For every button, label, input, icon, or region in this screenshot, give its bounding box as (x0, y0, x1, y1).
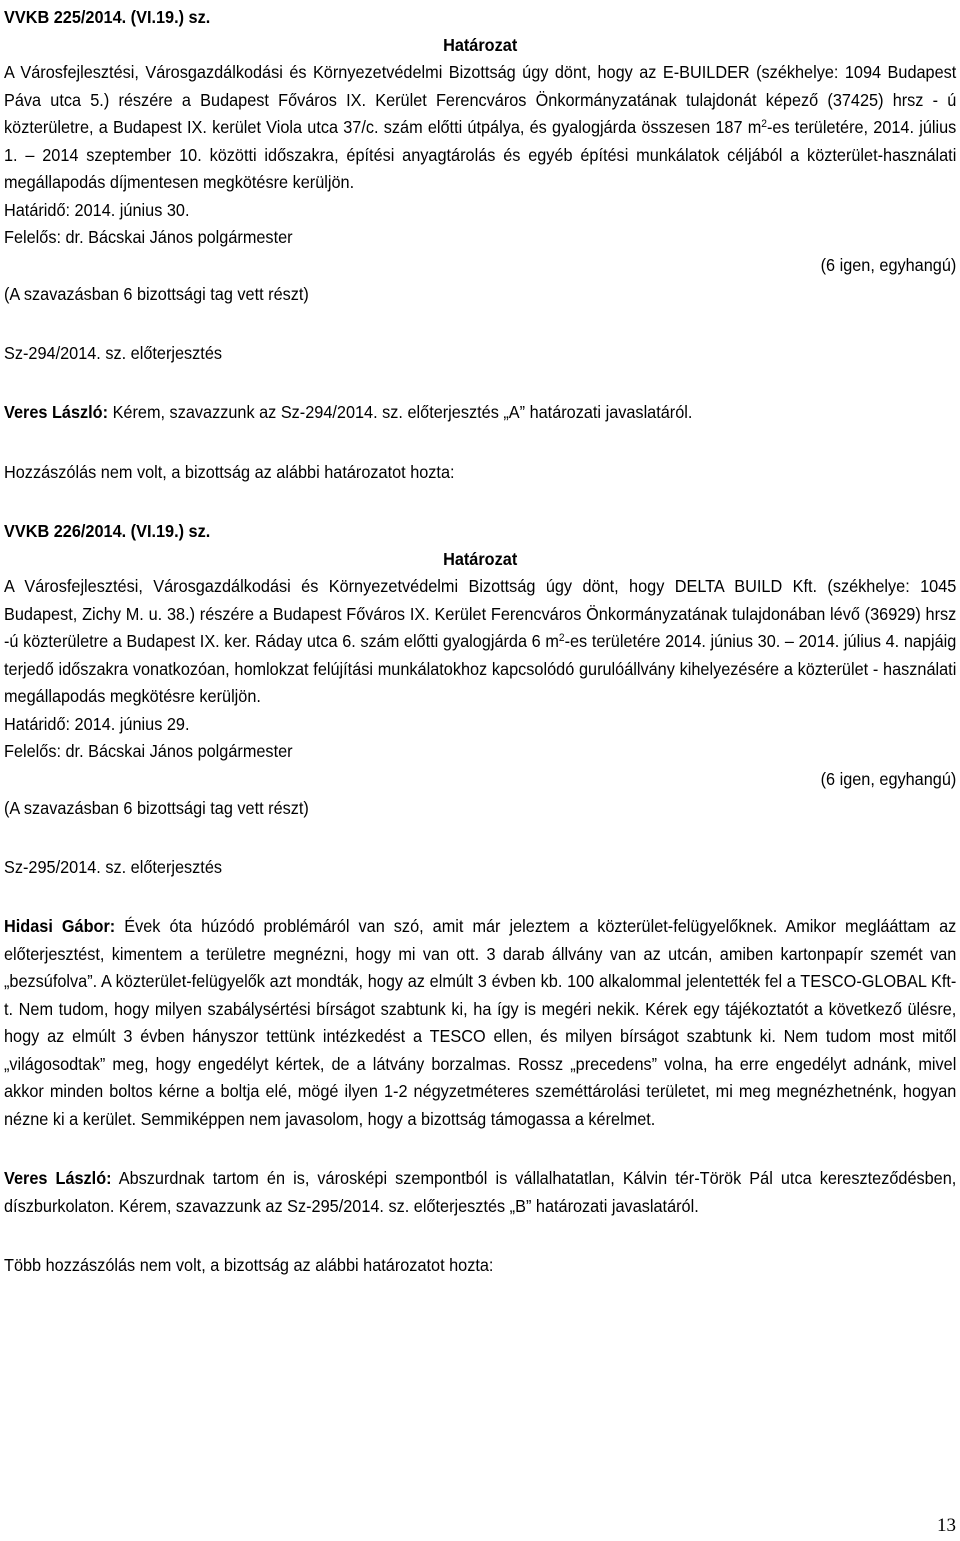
resolution-body-part-a: A Városfejlesztési, Városgazdálkodási és Környezetvédelmi Bizottság úgy dönt, hogy az E-BUILDER (székhelye: 1094 Budapest Páva utca 5.) részére a Budapest Főváros IX. Kerület Ferencváros Önkormányzatának tulajdonát képező (37425) hrsz - ú közterületre, a Budapest IX. kerület Viola utca 37/c. szám előtti útpálya, és gyalogjárda összesen 187 m (4, 62, 957, 137)
vote-result: (6 igen, egyhangú) (820, 254, 957, 275)
speech (4, 1165, 956, 1220)
vote-attendance: (A szavazásban 6 bizottsági tag vett részt) (4, 797, 309, 818)
proposal-title: Sz-295/2014. sz. előterjesztés (4, 856, 223, 877)
proposal-title: Sz-294/2014. sz. előterjesztés (4, 342, 223, 363)
document-page (4, 4, 956, 1280)
resolution-body-part-a: A Városfejlesztési, Városgazdálkodási és Környezetvédelmi Bizottság úgy dönt, hogy DELTA BUILD Kft. (székhelye: 1045 Budapest, Zichy M. u. 38.) részére a Budapest Főváros IX. Kerület Ferencváros Önkormányzatának tulajdonában lévő (36929) hrsz -ú közterületre a Budapest IX. ker. Ráday utca 6. szám előtti gyalogjárda 6 m (4, 576, 957, 651)
speaker-name: Veres László: (4, 402, 109, 422)
speech (4, 913, 956, 1133)
speaker-name: Veres László: (4, 1168, 112, 1188)
responsible: Felelős: dr. Bácskai János polgármester (4, 227, 293, 247)
no-comment-note: Hozzászólás nem volt, a bizottság az alábbi határozatot hozta: (4, 461, 455, 482)
resolution-title: Határozat (443, 548, 518, 569)
deadline: Határidő: 2014. június 30. (4, 199, 190, 220)
resolution-body-part-b: -es területére 2014. június 30. – 2014. július 4. napjáig terjedő időszakra vonatkozóan, homlokzat felújítási munkálatokhoz kapcsolódó gurulóállvány kihelyezésére a közterület - használati megállapodás megkötésre kerüljön. (4, 631, 957, 706)
speech-text: Kérem, szavazzunk az Sz-294/2014. sz. előterjesztés „A” határozati javaslatáról. (112, 402, 693, 422)
deadline: Határidő: 2014. június 29. (4, 713, 190, 734)
vote-block (4, 766, 956, 822)
resolution-body-part-b: -es területére, 2014. július 1. – 2014 szeptember 10. közötti időszakra, építési anyagtárolás és egyéb építési munkálatok céljából a közterület-használati megállapodás díjmentesen megkötésre kerüljön. (4, 117, 957, 192)
vote-result: (6 igen, egyhangú) (820, 768, 957, 789)
responsible: Felelős: dr. Bácskai János polgármester (4, 741, 293, 761)
page-number: 13 (937, 1515, 956, 1536)
resolution-title: Határozat (443, 34, 518, 55)
speaker-name: Hidasi Gábor: (4, 916, 116, 936)
resolution-body (4, 59, 956, 197)
resolution-heading: VVKB 225/2014. (VI.19.) sz. (4, 7, 211, 27)
resolution-body (4, 573, 956, 711)
vote-block (4, 252, 956, 308)
resolution-heading: VVKB 226/2014. (VI.19.) sz. (4, 521, 211, 541)
superscript: 2 (558, 632, 565, 644)
vote-attendance: (A szavazásban 6 bizottsági tag vett részt) (4, 283, 309, 304)
superscript: 2 (761, 118, 767, 130)
speech-text: Évek óta húzódó problémáról van szó, amit már jeleztem a közterület-felügyelőknek. Amikor meglááttam az előterjesztést, kimentem a területre megnézni, hogy mi van ott. 3 darab állvány van az utcán, amiben kartonpapír szemét van „bezsúfolva”. A közterület-felügyelők azt mondták, hogy az elmúlt 3 évben kb. 100 alkalommal jelentették fel a TESCO-GLOBAL Kft-t. Nem tudom, hogy milyen szabálysértési bírságot szabtunk ki, ha így is megéri nekik. Kérek egy tájékoztatót a következő ülésre, hogy az elmúlt 3 évben hányszor tettünk intézkedést a TESCO ellen, és milyen bírságot szabtunk ki. Nem tudom most mitől „világosodtak” meg, hogy engedélyt kértek, de a látvány borzalmas. Rossz „precedens” volna, ha erre engedélyt adnánk, mivel akkor minden boltos kérne a boltja elé, mögé ilyen 1-2 négyzetméteres szeméttárolási területet, mi meg megnézhetnénk, hogyan nézne ki a kerület. Semmiképpen nem javasolom, hogy a bizottság támogassa a kérelmet. (4, 916, 957, 1129)
speech-text: Abszurdnak tartom én is, városképi szempontból is vállalhatatlan, Kálvin tér-Török Pál utca kereszteződésben, díszburkolaton. Kérem, szavazzunk az Sz-295/2014. sz. előterjesztés „B” határozati javaslatáról. (4, 1168, 957, 1216)
speech (4, 399, 956, 427)
closing-note: Több hozzászólás nem volt, a bizottság az alábbi határozatot hozta: (4, 1255, 494, 1275)
